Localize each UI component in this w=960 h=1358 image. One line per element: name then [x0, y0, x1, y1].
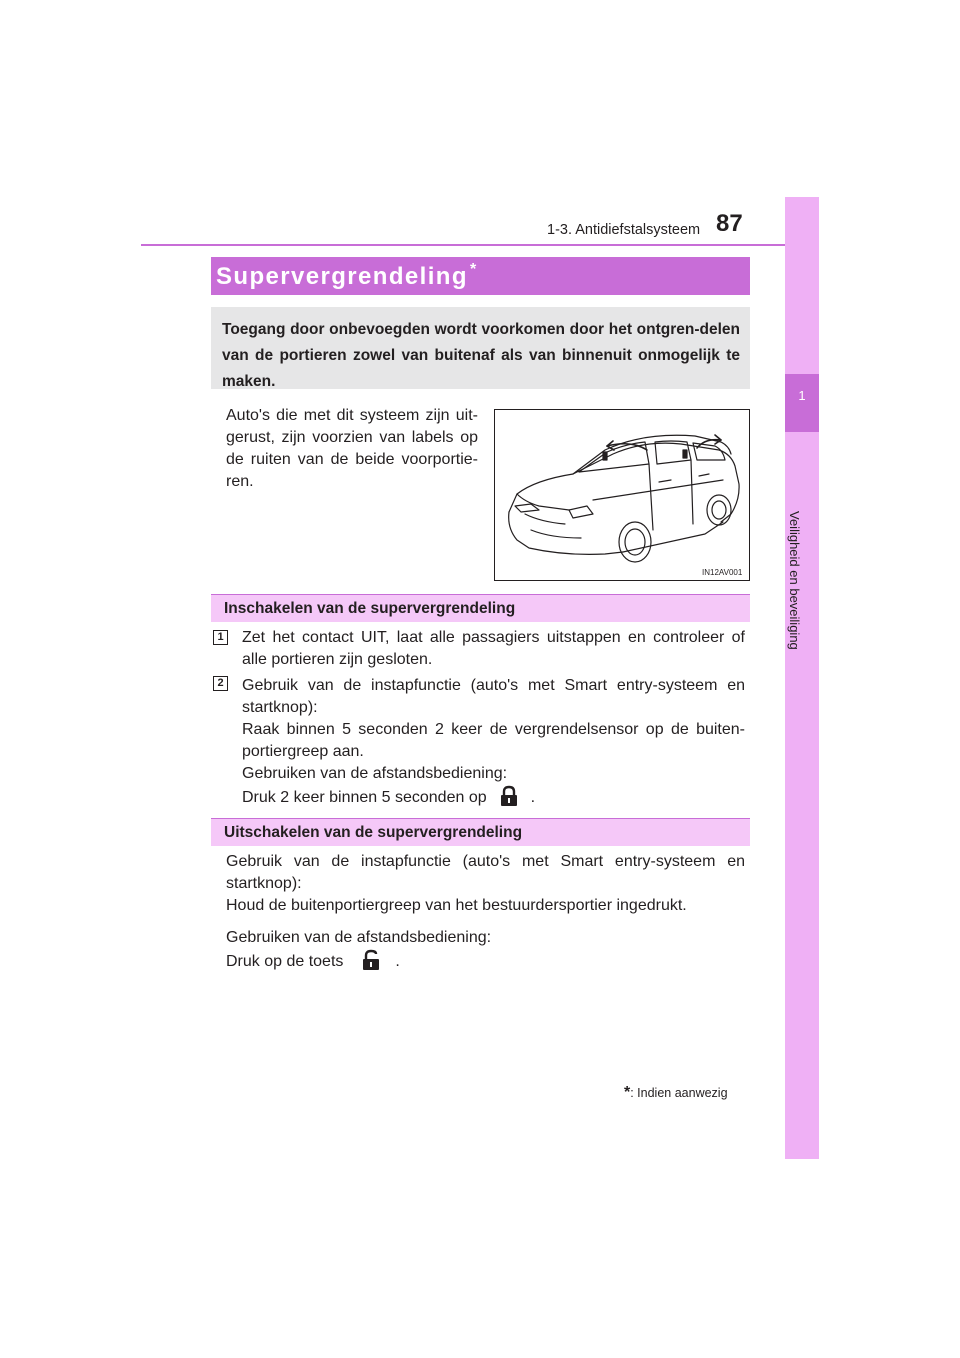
- description-text: Auto's die met dit systeem zijn uit-gerust, zijn voorzien van labels op de ruiten van de beide voorportie-ren.: [226, 407, 478, 490]
- disable-para-2-before: Druk op de toets: [226, 953, 344, 970]
- chapter-title: Veiligheid en beveiliging: [787, 511, 802, 650]
- footnote-marker: *: [624, 1084, 631, 1101]
- footnote-text: : Indien aanwezig: [630, 1086, 728, 1100]
- intro-box: Toegang door onbevoegden wordt voorkomen door het ontgren-delen van de portieren zowel van buitenaf als van binnenuit onmogelijk te maken.: [211, 307, 750, 389]
- step-2-line-4-after: .: [530, 789, 536, 806]
- page-title: [216, 261, 478, 291]
- step-2-line-2: Raak binnen 5 seconden 2 keer de vergrendelsensor op de buiten-portiergreep aan.: [242, 721, 745, 760]
- paragraph-gap: [226, 917, 745, 927]
- disable-para-1-line-2: Houd de buitenportiergreep van het bestuurdersportier ingedrukt.: [226, 897, 687, 914]
- enable-heading: Inschakelen van de supervergrendeling: [211, 594, 750, 622]
- disable-para-2-line-1: Gebruiken van de afstandsbediening:: [226, 929, 492, 946]
- step-1-text: Zet het contact UIT, laat alle passagiers uitstappen en controleer of alle portieren zijn gesloten.: [242, 629, 745, 668]
- chapter-number: 1: [798, 388, 806, 403]
- step-2-line-4-before: Druk 2 keer binnen 5 seconden op: [242, 789, 487, 806]
- title-marker: *: [469, 261, 478, 278]
- figure-code: IN12AV001: [702, 568, 743, 577]
- step-badge-1: 1: [213, 630, 228, 645]
- page-title-text: Supervergrendeling: [216, 263, 468, 290]
- unlock-icon: [361, 949, 381, 971]
- chapter-number-box: [785, 374, 819, 432]
- page-number: 87: [716, 210, 743, 237]
- disable-para-1-line-1: Gebruik van de instapfunctie (auto's met Smart entry-systeem en startknop):: [226, 853, 745, 892]
- disable-block: [226, 851, 745, 973]
- step-2-line-4: [242, 785, 745, 809]
- disable-para-2-line-2: [226, 949, 745, 973]
- car-illustration: [494, 409, 750, 581]
- footnote: [624, 1084, 728, 1102]
- step-2-line-1: Gebruik van de instapfunctie (auto's met Smart entry-systeem en startknop):: [242, 677, 745, 716]
- header-rule: [141, 244, 819, 246]
- chapter-side-tab: [785, 197, 819, 1159]
- disable-heading: Uitschakelen van de supervergrendeling: [211, 818, 750, 846]
- step-2-line-3: Gebruiken van de afstandsbediening:: [242, 765, 508, 782]
- lock-icon: [499, 785, 519, 807]
- disable-para-2-after: .: [395, 953, 400, 970]
- section-title: 1-3. Antidiefstalsysteem: [547, 222, 701, 238]
- car-drawing: [495, 410, 749, 580]
- step-2-block: [242, 675, 745, 809]
- step-badge-2: 2: [213, 676, 228, 691]
